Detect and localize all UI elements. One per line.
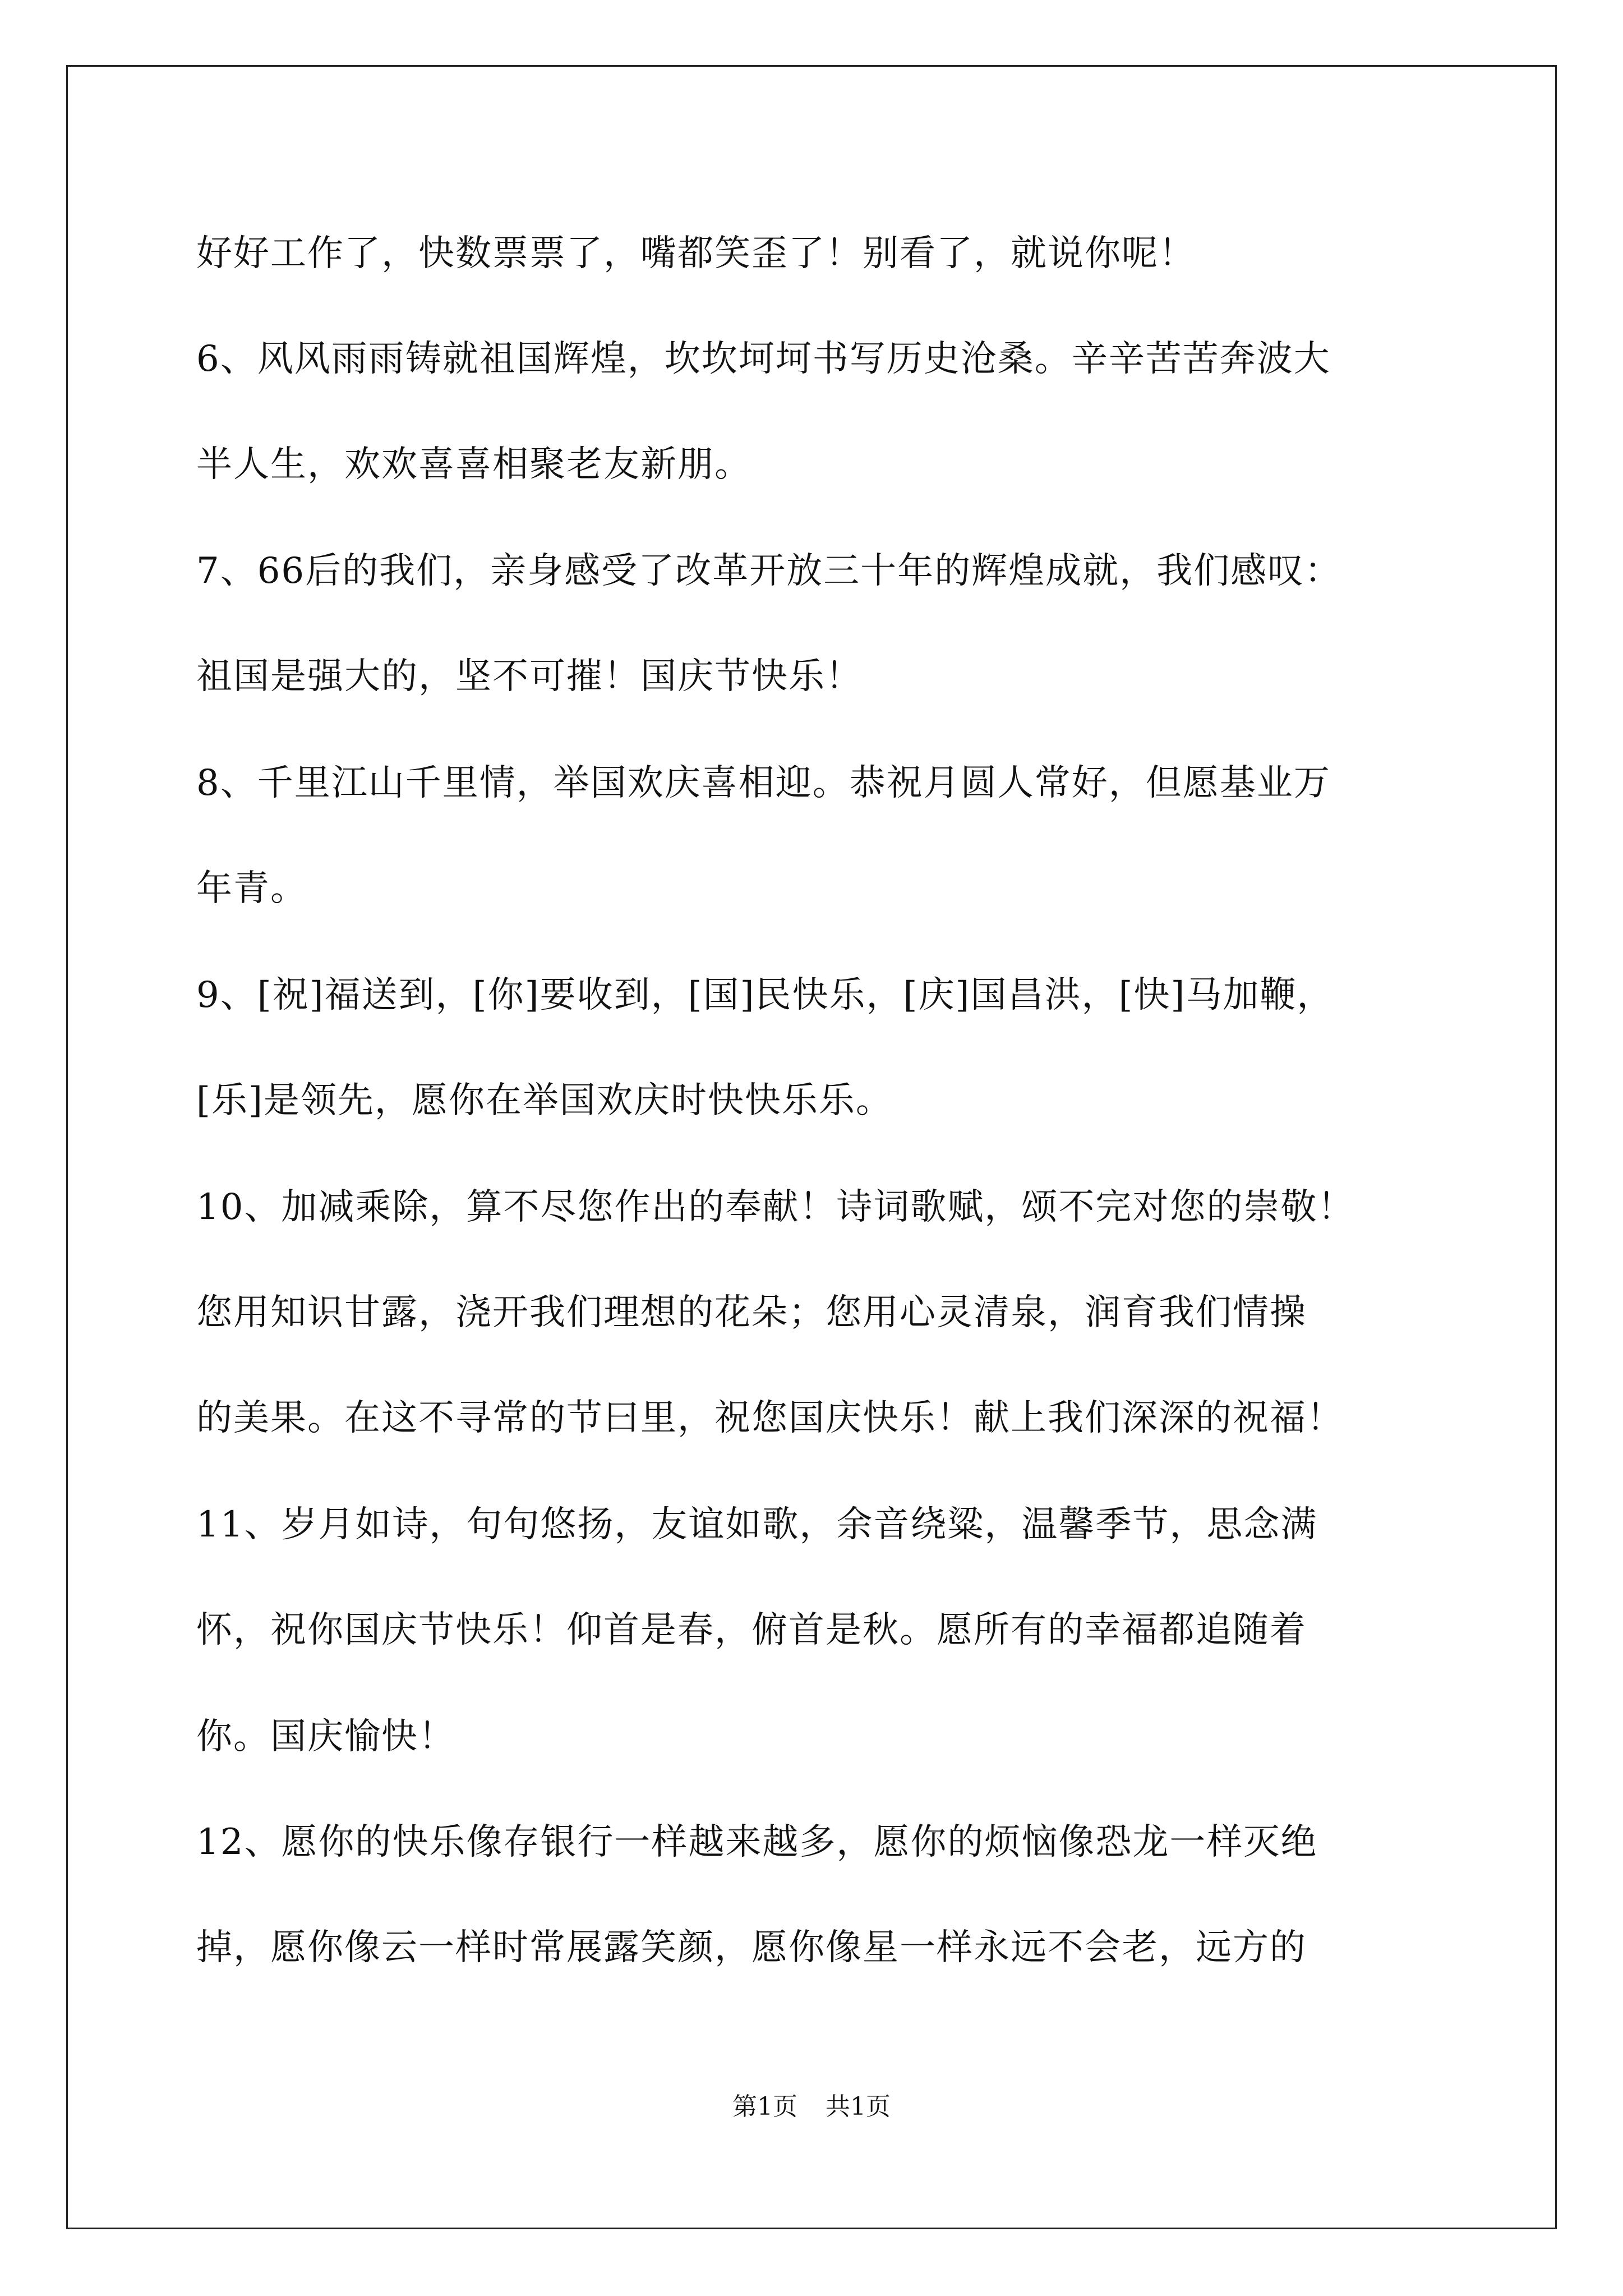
text-line: 6、风风雨雨铸就祖国辉煌，坎坎坷坷书写历史沧桑。辛辛苦苦奔波大 xyxy=(196,338,1331,380)
text-line: 怀，祝你国庆节快乐！仰首是春，俯首是秋。愿所有的幸福都追随着 xyxy=(196,1609,1307,1651)
text-line: 12、愿你的快乐像存银行一样越来越多，愿你的烦恼像恐龙一样灭绝 xyxy=(196,1821,1318,1863)
text-line: 半人生，欢欢喜喜相聚老友新朋。 xyxy=(196,444,751,485)
page-border xyxy=(66,65,1557,2229)
page-total: 共1页 xyxy=(826,2092,891,2121)
page-footer xyxy=(0,2091,1623,2123)
page-number: 第1页 xyxy=(732,2092,797,2121)
text-line: 10、加减乘除，算不尽您作出的奉献！诗词歌赋，颂不完对您的崇敬！ xyxy=(196,1186,1355,1228)
text-line: 9、[祝]福送到，[你]要收到，[国]民快乐，[庆]国昌洪，[快]马加鞭， xyxy=(196,974,1334,1016)
text-line: 祖国是强大的，坚不可摧！国庆节快乐！ xyxy=(196,656,863,697)
text-line: 好好工作了，快数票票了，嘴都笑歪了！别看了，就说你呢！ xyxy=(196,233,1196,274)
text-line: 11、岁月如诗，句句悠扬，友谊如歌，余音绕粱，温馨季节，思念满 xyxy=(196,1504,1318,1545)
text-line: [乐]是领先，愿你在举国欢庆时快快乐乐。 xyxy=(196,1080,893,1121)
text-line: 8、千里江山千里情，举国欢庆喜相迎。恭祝月圆人常好，但愿基业万 xyxy=(196,762,1331,804)
text-line: 7、66后的我们，亲身感受了改革开放三十年的辉煌成就，我们感叹： xyxy=(196,550,1342,592)
text-line: 年青。 xyxy=(196,868,307,909)
text-line: 的美果。在这不寻常的节曰里，祝您国庆快乐！献上我们深深的祝福！ xyxy=(196,1397,1344,1439)
text-line: 你。国庆愉快！ xyxy=(196,1716,455,1757)
text-line: 您用知识甘露，浇开我们理想的花朵；您用心灵清泉，润育我们情操 xyxy=(196,1292,1307,1333)
text-line: 掉，愿你像云一样时常展露笑颜，愿你像星一样永远不会老，远方的 xyxy=(196,1927,1307,1968)
